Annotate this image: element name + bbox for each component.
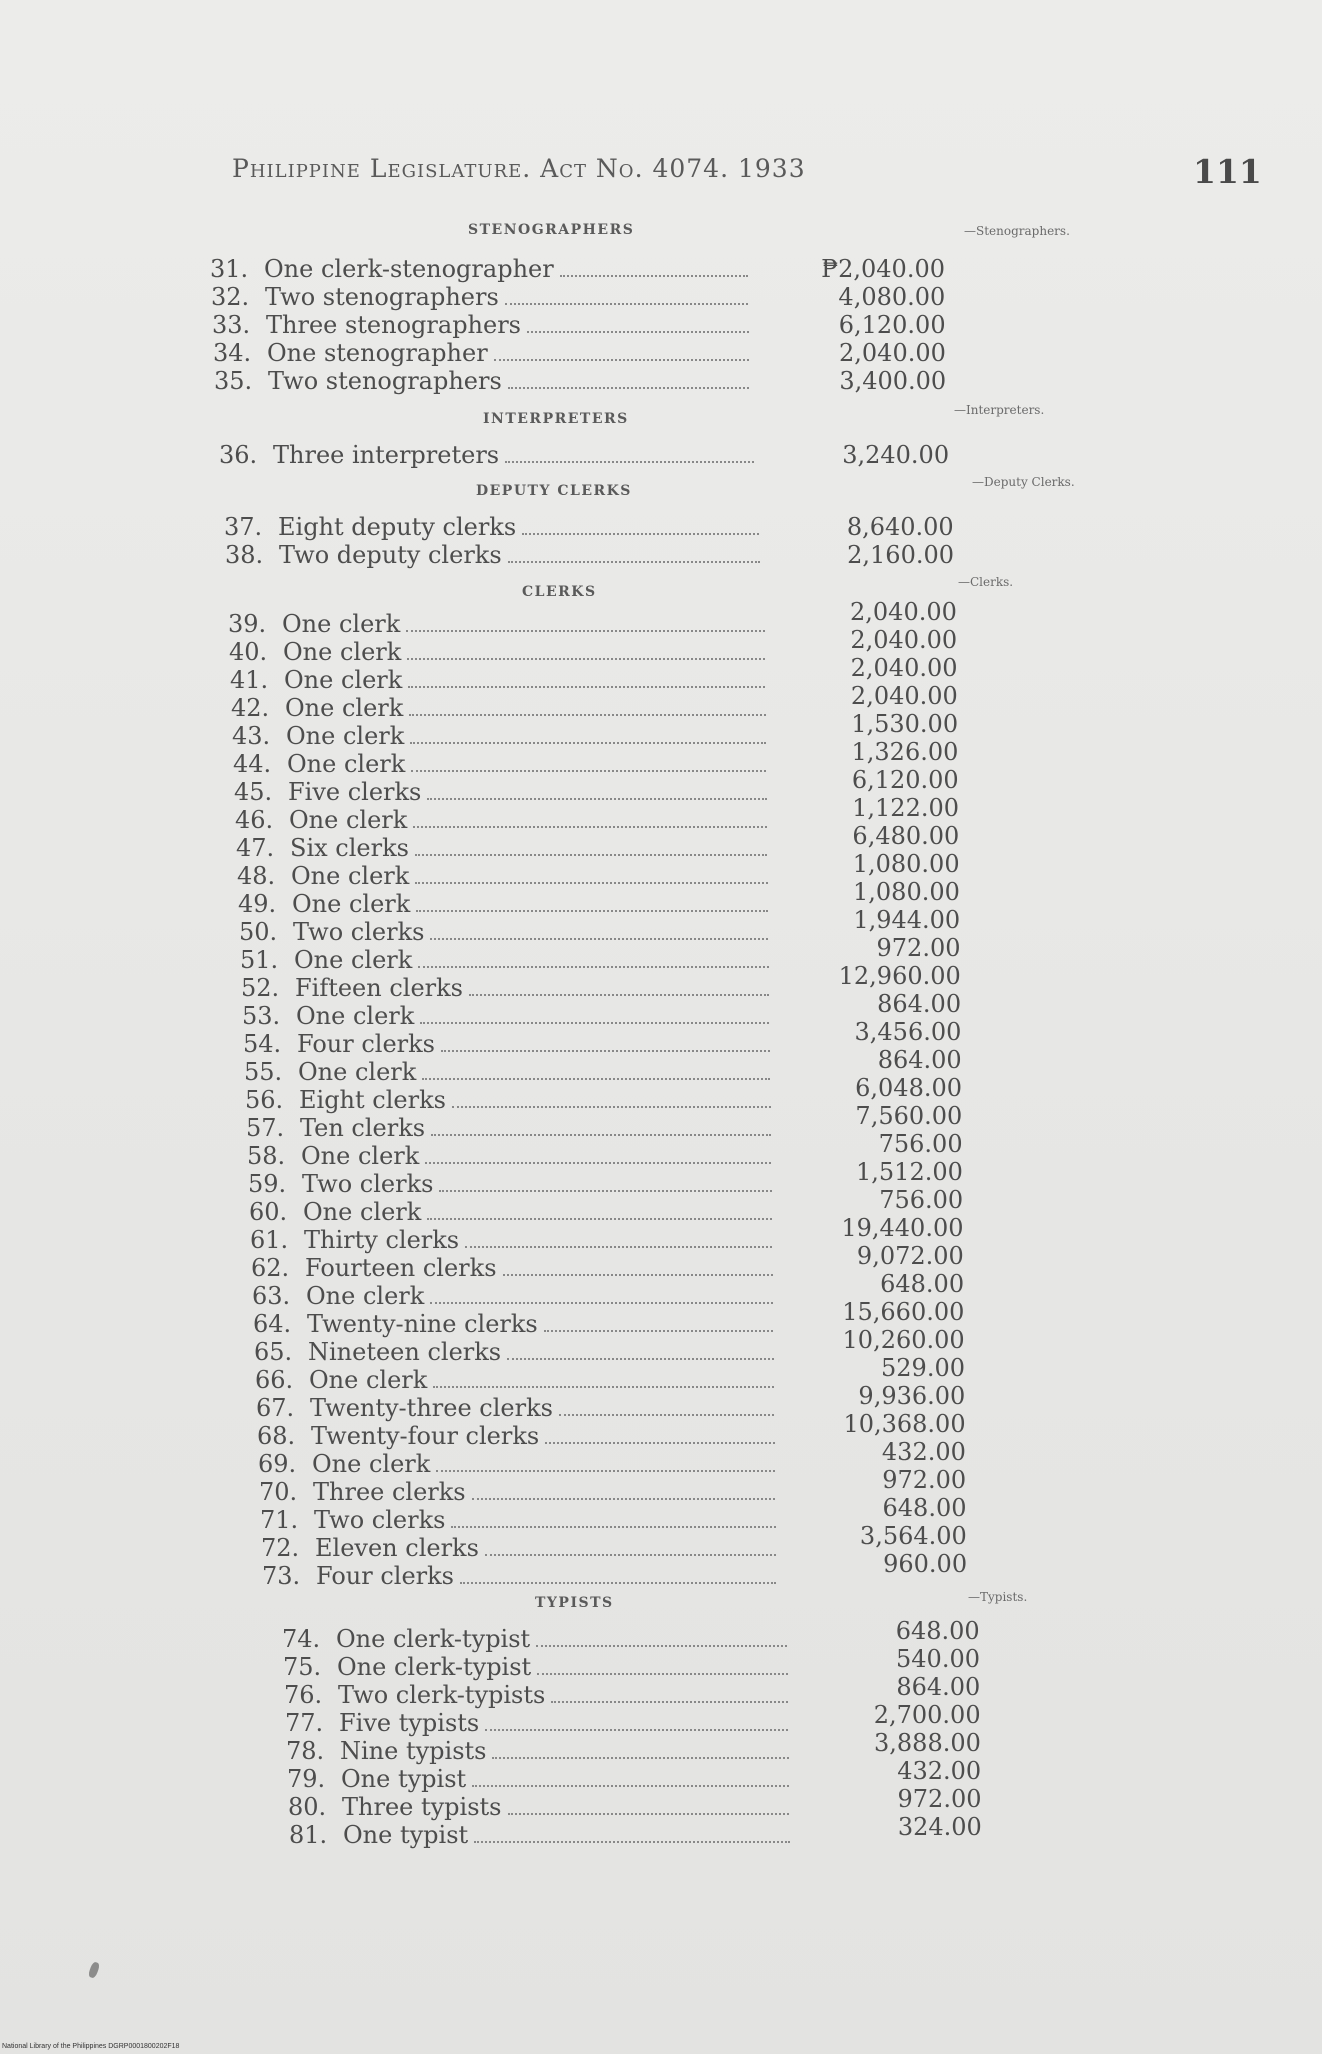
item-number: 43.: [232, 722, 271, 750]
scan-credit: National Library of the Philippines DGRP0001800202F18: [2, 2043, 180, 2050]
item-label: One clerk-stenographer: [264, 255, 554, 283]
dot-leader: [416, 910, 768, 912]
item-amount: 15,660.00: [842, 1298, 965, 1326]
item-label: Eight clerks: [299, 1086, 446, 1114]
item-amount: 2,040.00: [850, 654, 958, 682]
item-amount: 2,700.00: [873, 1701, 981, 1729]
dot-leader: [427, 1218, 772, 1220]
item-amount: 3,888.00: [874, 1729, 981, 1757]
item-number: 36.: [219, 441, 258, 469]
item-amount: 2,040.00: [839, 339, 946, 367]
item-number: 65.: [254, 1338, 293, 1366]
item-number: 73.: [262, 1562, 301, 1590]
item-label: Fifteen clerks: [295, 974, 463, 1002]
item-amount: 6,120.00: [838, 311, 946, 339]
dot-leader: [544, 1330, 773, 1332]
item-amount: 1,080.00: [852, 850, 960, 878]
item-label: One clerk: [283, 638, 402, 666]
item-amount: 756.00: [878, 1130, 963, 1158]
dot-leader: [413, 826, 767, 828]
item-number: 70.: [259, 1478, 298, 1506]
item-number: 74.: [282, 1625, 321, 1653]
item-label: Nine typists: [340, 1737, 487, 1765]
dot-leader: [537, 1673, 788, 1675]
item-label: Four clerks: [316, 1562, 454, 1590]
dot-leader: [433, 1386, 774, 1388]
dot-leader: [430, 1302, 773, 1304]
line-item: [210, 255, 990, 283]
item-amount: 12,960.00: [838, 962, 961, 990]
dot-leader: [427, 798, 767, 800]
item-amount: 1,512.00: [856, 1158, 963, 1186]
item-number: 79.: [287, 1765, 326, 1793]
item-amount: 1,326.00: [851, 738, 959, 766]
item-number: 72.: [261, 1534, 300, 1562]
item-label: Eight deputy clerks: [278, 513, 517, 541]
item-amount: 4,080.00: [838, 283, 946, 311]
item-amount: 864.00: [877, 1046, 962, 1074]
item-amount: 9,072.00: [856, 1242, 964, 1270]
ink-smudge: [88, 1961, 101, 1979]
dot-leader: [522, 533, 759, 535]
item-amount: 3,456.00: [854, 1018, 962, 1046]
item-label: One clerk: [291, 862, 410, 890]
item-label: One clerk: [303, 1198, 422, 1226]
dot-leader: [527, 331, 749, 333]
item-number: 69.: [258, 1450, 297, 1478]
item-amount: 324.00: [897, 1813, 982, 1841]
line-item: [289, 1813, 1069, 1849]
item-number: 46.: [235, 806, 274, 834]
page-number: 111: [1193, 152, 1262, 191]
item-label: Fourteen clerks: [305, 1254, 497, 1282]
item-amount: 7,560.00: [855, 1102, 963, 1130]
item-number: 47.: [236, 834, 275, 862]
item-number: 77.: [285, 1709, 324, 1737]
item-number: 42.: [231, 694, 270, 722]
item-amount: 972.00: [882, 1466, 967, 1494]
item-number: 60.: [249, 1198, 288, 1226]
item-amount: 6,120.00: [851, 766, 959, 794]
item-number: 66.: [255, 1366, 294, 1394]
item-label: One clerk: [282, 610, 401, 638]
item-label: Nineteen clerks: [308, 1338, 502, 1366]
item-amount: 3,400.00: [839, 367, 947, 395]
item-label: One clerk: [301, 1142, 420, 1170]
item-amount: 972.00: [876, 934, 961, 962]
line-item: [224, 513, 1004, 541]
item-number: 78.: [286, 1737, 325, 1765]
item-number: 33.: [212, 311, 251, 339]
dot-leader: [536, 1645, 787, 1647]
item-number: 68.: [257, 1422, 296, 1450]
item-number: 57.: [246, 1114, 285, 1142]
dot-leader: [418, 966, 769, 968]
item-amount: 756.00: [879, 1186, 964, 1214]
item-label: One clerk: [309, 1366, 428, 1394]
dot-leader: [494, 359, 749, 361]
dot-leader: [560, 275, 748, 277]
dot-leader: [508, 561, 760, 563]
item-amount: 529.00: [881, 1354, 965, 1382]
item-number: 49.: [238, 890, 277, 918]
item-number: 39.: [228, 610, 267, 638]
item-label: Eleven clerks: [315, 1534, 479, 1562]
margin-note: —Typists.: [968, 1590, 1028, 1604]
dot-leader: [422, 1078, 770, 1080]
item-number: 35.: [214, 367, 253, 395]
dot-leader: [436, 1470, 775, 1472]
item-label: One typist: [341, 1765, 467, 1793]
item-number: 53.: [242, 1002, 281, 1030]
item-label: One stenographer: [267, 339, 488, 367]
item-amount: 2,040.00: [850, 626, 958, 654]
item-label: One clerk-typist: [336, 1625, 531, 1653]
item-number: 32.: [211, 283, 250, 311]
item-number: 75.: [283, 1653, 322, 1681]
item-number: 50.: [239, 918, 278, 946]
item-label: Two clerks: [302, 1170, 434, 1198]
section-heading: INTERPRETERS: [483, 411, 629, 427]
item-label: Two clerks: [293, 918, 425, 946]
line-item: [211, 283, 991, 311]
item-number: 40.: [229, 638, 268, 666]
item-amount: 1,080.00: [853, 878, 960, 906]
item-number: 38.: [225, 541, 264, 569]
item-amount: 648.00: [895, 1617, 980, 1645]
dot-leader: [465, 1246, 772, 1248]
item-label: Twenty-nine clerks: [307, 1310, 538, 1338]
margin-note: —Interpreters.: [954, 403, 1045, 417]
page-header: Philippine Legislature. Act No. 4074. 1933: [232, 154, 806, 183]
line-item: [212, 311, 992, 339]
margin-note: —Clerks.: [958, 575, 1014, 589]
item-label: Two deputy clerks: [279, 541, 502, 569]
item-number: 34.: [213, 339, 252, 367]
item-label: Twenty-four clerks: [311, 1422, 540, 1450]
item-label: One clerk: [284, 666, 403, 694]
item-number: 81.: [289, 1821, 328, 1849]
item-amount: 3,564.00: [859, 1522, 967, 1550]
item-label: One clerk: [292, 890, 411, 918]
item-label: Four clerks: [297, 1030, 435, 1058]
dot-leader: [505, 461, 754, 463]
dot-leader: [425, 1162, 771, 1164]
item-number: 62.: [251, 1254, 290, 1282]
item-label: Two stenographers: [268, 367, 502, 395]
dot-leader: [472, 1498, 775, 1500]
item-label: Two clerks: [314, 1506, 446, 1534]
dot-leader: [551, 1701, 788, 1703]
margin-note: —Stenographers.: [964, 224, 1070, 238]
dot-leader: [507, 1358, 774, 1360]
item-label: One clerk: [286, 722, 405, 750]
line-item: [219, 441, 999, 469]
item-amount: 19,440.00: [841, 1214, 964, 1242]
dot-leader: [409, 714, 766, 716]
item-label: Two stenographers: [265, 283, 499, 311]
dot-leader: [439, 1190, 772, 1192]
item-label: Three interpreters: [273, 441, 500, 469]
dot-leader: [406, 630, 765, 632]
item-amount: 6,480.00: [852, 822, 960, 850]
item-number: 56.: [245, 1086, 284, 1114]
dot-leader: [415, 882, 768, 884]
item-label: Two clerk-typists: [338, 1681, 546, 1709]
item-number: 67.: [256, 1394, 295, 1422]
item-amount: ₱2,040.00: [821, 255, 945, 283]
dot-leader: [460, 1582, 776, 1584]
item-label: Three stenographers: [266, 311, 521, 339]
line-item: [214, 367, 994, 395]
item-amount: 432.00: [881, 1438, 966, 1466]
item-label: One clerk: [285, 694, 404, 722]
item-label: One clerk: [287, 750, 406, 778]
line-item: [262, 1550, 1042, 1590]
item-amount: 2,040.00: [850, 598, 957, 626]
item-label: Six clerks: [290, 834, 409, 862]
dot-leader: [452, 1106, 771, 1108]
item-label: Ten clerks: [300, 1114, 426, 1142]
dot-leader: [485, 1554, 776, 1556]
item-amount: 972.00: [897, 1785, 982, 1813]
item-number: 41.: [230, 666, 269, 694]
item-number: 51.: [240, 946, 279, 974]
item-label: One clerk: [294, 946, 413, 974]
dot-leader: [411, 770, 766, 772]
item-amount: 1,530.00: [851, 710, 959, 738]
item-label: One clerk-typist: [337, 1653, 532, 1681]
item-label: Three typists: [342, 1793, 502, 1821]
item-number: 61.: [250, 1226, 289, 1254]
dot-leader: [508, 387, 749, 389]
item-amount: 864.00: [877, 990, 962, 1018]
item-number: 37.: [224, 513, 263, 541]
item-label: One clerk: [296, 1002, 415, 1030]
section-heading: TYPISTS: [535, 1595, 614, 1611]
item-amount: 1,944.00: [853, 906, 961, 934]
section-heading: STENOGRAPHERS: [468, 222, 635, 238]
dot-leader: [410, 742, 766, 744]
item-number: 63.: [252, 1282, 291, 1310]
dot-leader: [545, 1442, 775, 1444]
item-number: 58.: [247, 1142, 286, 1170]
item-amount: 2,040.00: [850, 682, 958, 710]
item-label: One clerk: [312, 1450, 431, 1478]
item-label: Thirty clerks: [304, 1226, 460, 1254]
item-label: Five typists: [339, 1709, 480, 1737]
item-amount: 9,936.00: [858, 1382, 966, 1410]
dot-leader: [485, 1729, 788, 1731]
item-number: 44.: [233, 750, 272, 778]
item-amount: 10,260.00: [842, 1326, 965, 1354]
item-number: 71.: [260, 1506, 299, 1534]
item-number: 48.: [237, 862, 276, 890]
dot-leader: [503, 1274, 773, 1276]
section-heading: DEPUTY CLERKS: [476, 483, 632, 499]
dot-leader: [474, 1841, 790, 1843]
section-heading: CLERKS: [522, 584, 597, 600]
dot-leader: [415, 854, 767, 856]
dot-leader: [420, 1022, 769, 1024]
dot-leader: [508, 1813, 789, 1815]
item-amount: 6,048.00: [855, 1074, 962, 1102]
item-amount: 1,122.00: [852, 794, 959, 822]
line-item: [213, 339, 993, 367]
item-number: 55.: [244, 1058, 283, 1086]
line-item: [225, 541, 1005, 569]
item-number: 31.: [210, 255, 249, 283]
item-amount: 864.00: [896, 1673, 981, 1701]
dot-leader: [451, 1526, 776, 1528]
item-number: 59.: [248, 1170, 287, 1198]
item-amount: 10,368.00: [843, 1410, 966, 1438]
item-amount: 432.00: [897, 1757, 982, 1785]
item-amount: 540.00: [896, 1645, 980, 1673]
item-label: Three clerks: [313, 1478, 466, 1506]
dot-leader: [492, 1757, 789, 1759]
margin-note: —Deputy Clerks.: [972, 475, 1075, 489]
item-label: One clerk: [306, 1282, 425, 1310]
dot-leader: [441, 1050, 770, 1052]
item-amount: 648.00: [880, 1270, 965, 1298]
item-label: Twenty-three clerks: [310, 1394, 553, 1422]
item-amount: 648.00: [882, 1494, 967, 1522]
item-label: One clerk: [289, 806, 408, 834]
item-amount: 3,240.00: [842, 441, 950, 469]
item-number: 52.: [241, 974, 280, 1002]
item-label: One typist: [343, 1821, 469, 1849]
item-number: 45.: [234, 778, 273, 806]
item-number: 80.: [288, 1793, 327, 1821]
dot-leader: [472, 1785, 789, 1787]
item-number: 76.: [284, 1681, 323, 1709]
dot-leader: [430, 938, 768, 940]
item-number: 64.: [253, 1310, 292, 1338]
item-label: Five clerks: [288, 778, 422, 806]
item-number: 54.: [243, 1030, 282, 1058]
item-amount: 8,640.00: [846, 513, 954, 541]
item-amount: 2,160.00: [847, 541, 954, 569]
dot-leader: [408, 686, 765, 688]
dot-leader: [505, 303, 748, 305]
item-label: One clerk: [298, 1058, 417, 1086]
dot-leader: [559, 1414, 774, 1416]
dot-leader: [431, 1134, 771, 1136]
dot-leader: [469, 994, 769, 996]
dot-leader: [407, 658, 765, 660]
item-amount: 960.00: [883, 1550, 968, 1578]
